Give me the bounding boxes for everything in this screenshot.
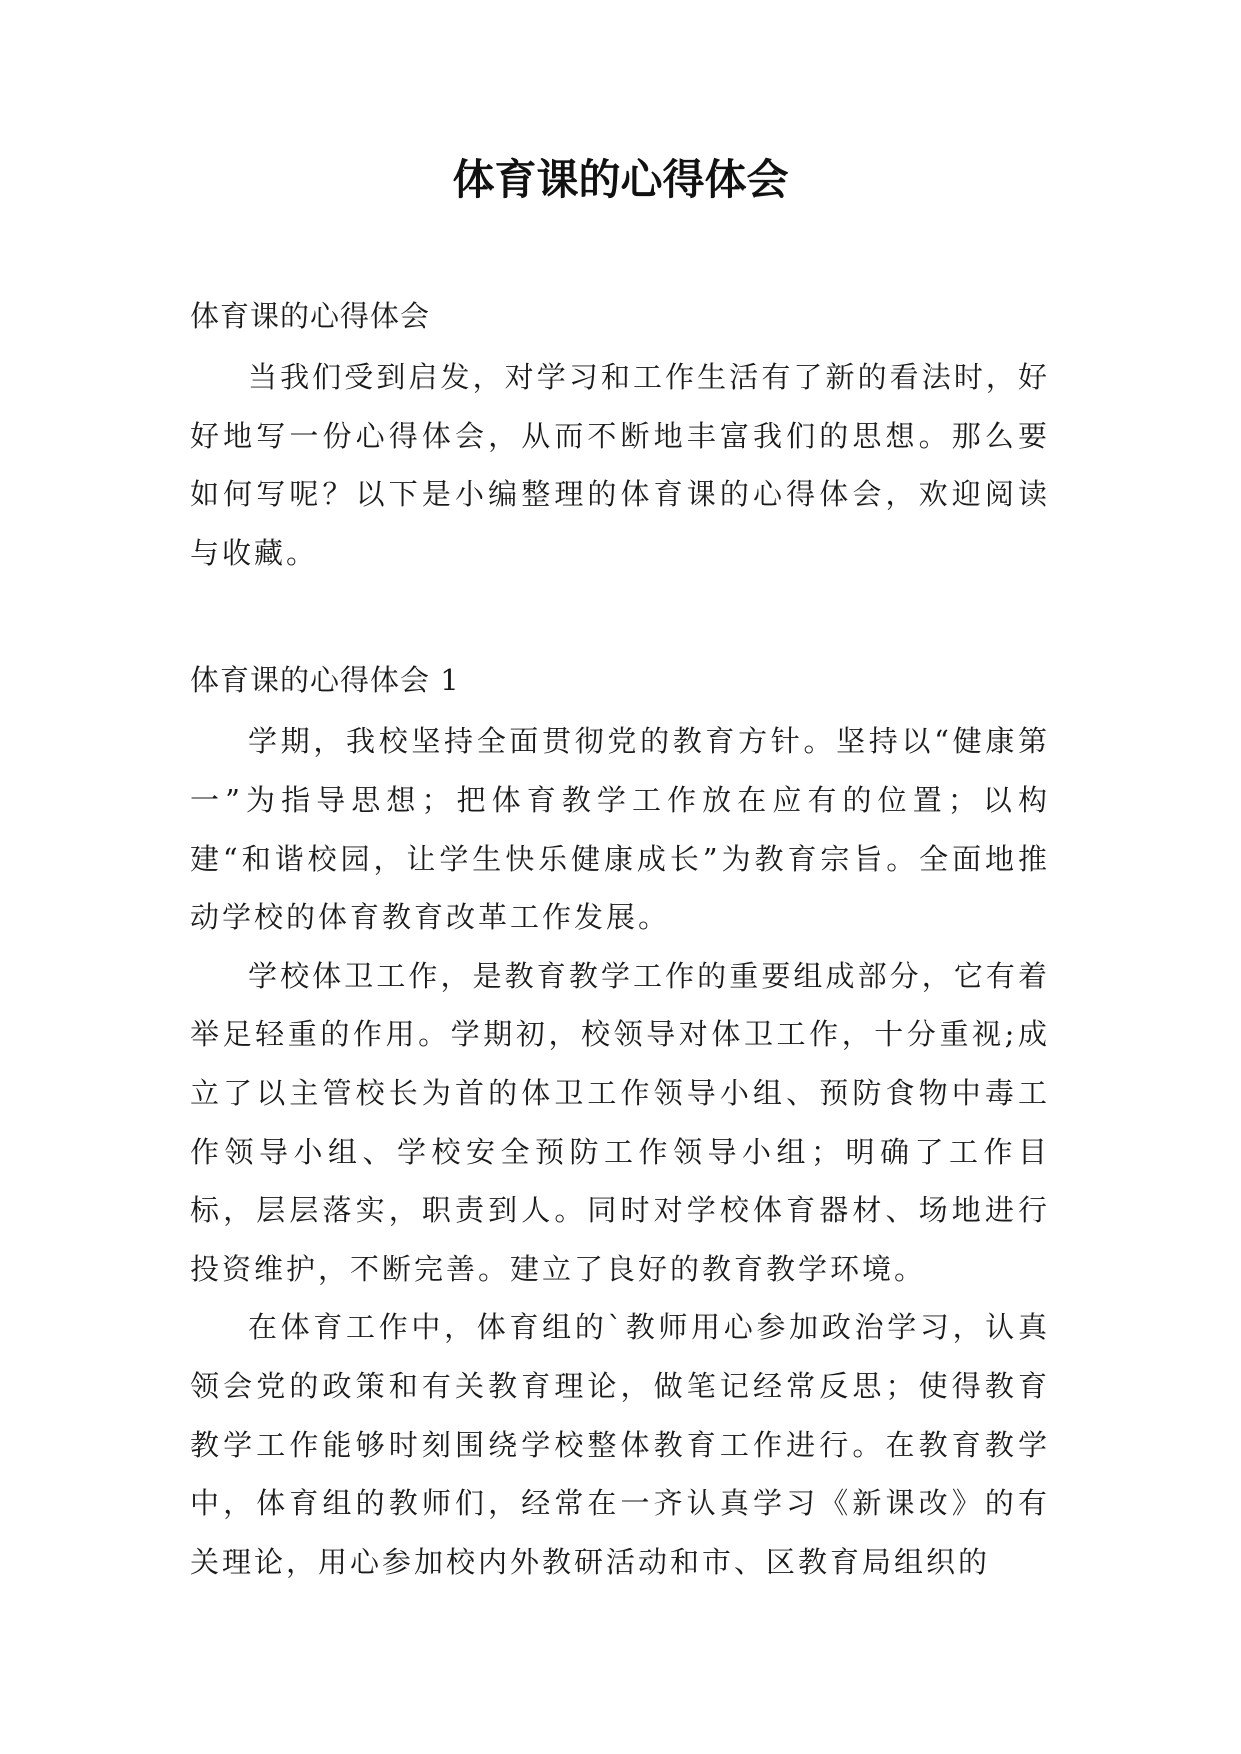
section-paragraph: 在体育工作中，体育组的`教师用心参加政治学习，认真领会党的政策和有关教育理论，做笔记经常反思；使得教育教学工作能够时刻围绕学校整体教育工作进行。在教育教学中，体育组的教师们，经常在一齐认真学习《新课改》的有关理论，用心参加校内外教研活动和市、区教育局组织的: [190, 1310, 1050, 1579]
section-paragraph: 学校体卫工作，是教育教学工作的重要组成部分，它有着举足轻重的作用。学期初，校领导对体卫工作，十分重视;成立了以主管校长为首的体卫工作领导小组、预防食物中毒工作领导小组、学校安全预防工作领导小组；明确了工作目标，层层落实，职责到人。同时对学校体育器材、场地进行投资维护，不断完善。建立了良好的教育教学环境。: [190, 958, 1050, 1286]
section-paragraph: 学期，我校坚持全面贯彻党的教育方针。坚持以“健康第一”为指导思想；把体育教学工作放在应有的位置；以构建“和谐校园，让学生快乐健康成长”为教育宗旨。全面地推动学校的体育教育改革工作发展。: [190, 724, 1050, 935]
document-title: 体育课的心得体会: [452, 155, 789, 204]
intro-paragraph: 当我们受到启发，对学习和工作生活有了新的看法时，好好地写一份心得体会，从而不断地丰富我们的思想。那么要如何写呢？以下是小编整理的体育课的心得体会，欢迎阅读与收藏。: [190, 360, 1050, 570]
document-body: [190, 284, 1050, 1591]
section-heading: 体育课的心得体会 1: [190, 663, 460, 698]
intro-heading: 体育课的心得体会: [190, 299, 431, 333]
section-spacer: [190, 582, 1050, 648]
